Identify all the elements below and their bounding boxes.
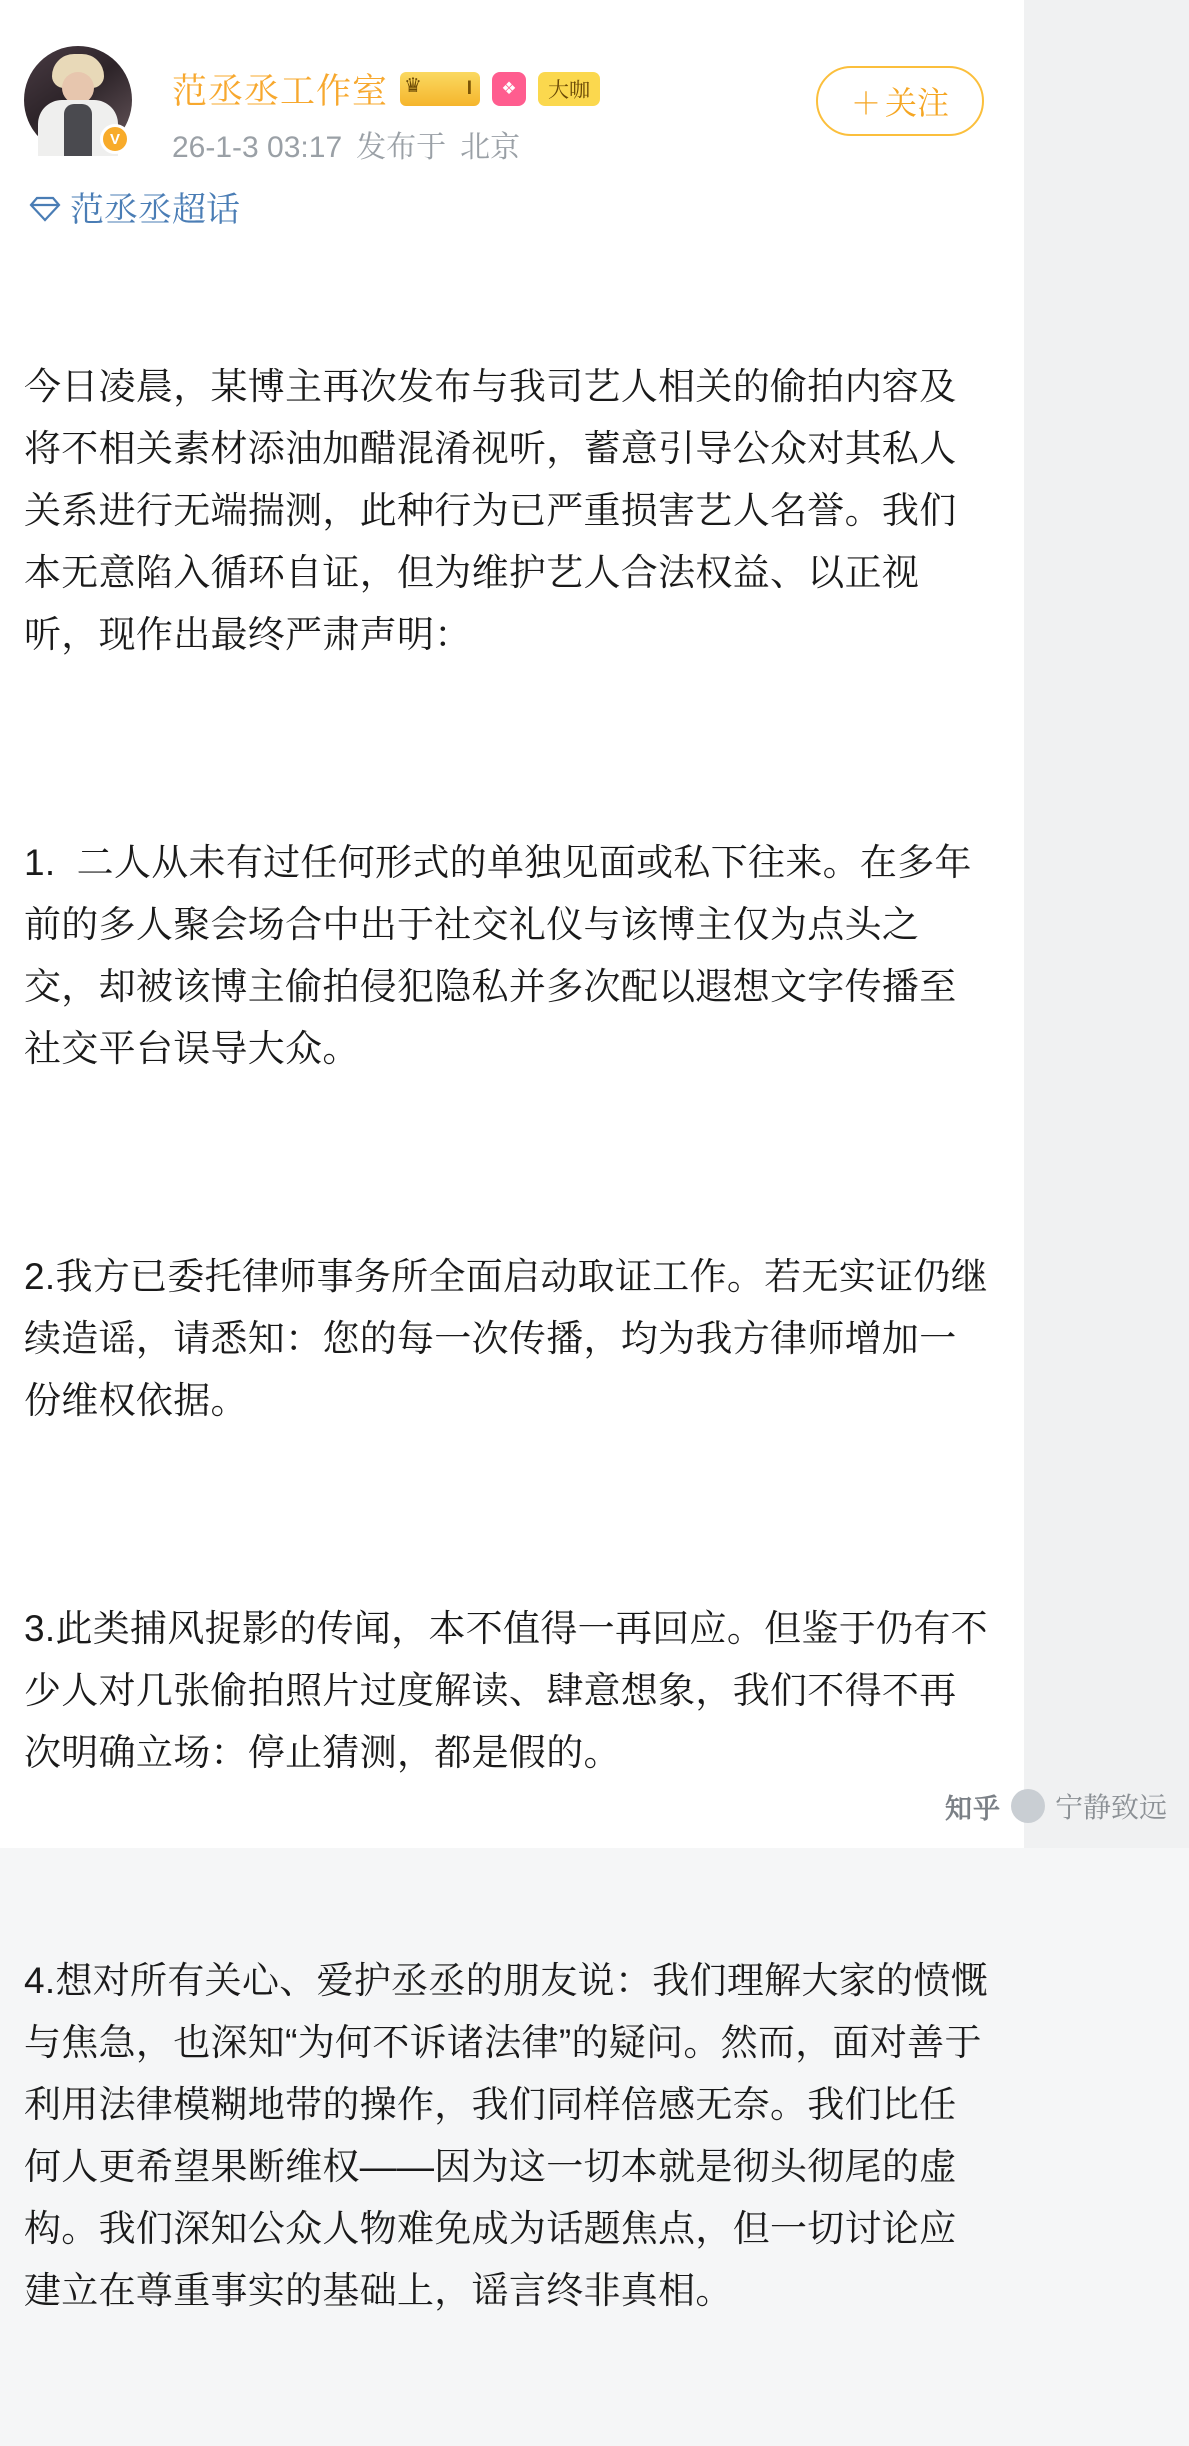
weibo-pink-icon[interactable]: ❖ <box>492 72 526 106</box>
post-paragraph: 今日凌晨，某博主再次发布与我司艺人相关的偷拍内容及将不相关素材添油加醋混淆视听，蓄意引导公众对其私人关系进行无端揣测，此种行为已严重损害艺人名誉。我们本无意陷入循环自证，但为维护艺人合法权益、以正视听，现作出最终严肃声明： <box>24 366 957 655</box>
post-timestamp: 26-1-3 03:17 <box>172 131 343 164</box>
watermark-user-label: 宁静致远 <box>1054 1792 1167 1823</box>
supertopic-label: 范丞丞超话 <box>70 191 240 229</box>
follow-button[interactable] <box>816 66 984 136</box>
watermark-site-label: 知乎 <box>944 1793 1001 1824</box>
crown-icon: ♛ <box>404 75 422 97</box>
supertopic-diamond-icon <box>28 193 62 221</box>
avatar[interactable] <box>24 46 132 154</box>
post-paragraph: 3.此类捕风捉影的传闻，本不值得一再回应。但鉴于仍有不少人对几张偷拍照片过度解读、肆意想象，我们不得不再次明确立场：停止猜测，都是假的。 <box>24 1608 988 1773</box>
page-gutter <box>1024 0 1189 1848</box>
post-header <box>0 22 1024 164</box>
watermark-avatar-icon <box>1011 1789 1045 1823</box>
follow-button-label: 关注 <box>884 85 949 121</box>
post-location: 北京 <box>460 131 521 164</box>
avatar-inner-shirt <box>64 104 92 156</box>
post-text <box>24 232 992 2446</box>
crown-level-label: I <box>466 78 473 99</box>
post-paragraph: 1. 二人从未有过任何形式的单独见面或私下往来。在多年前的多人聚会场合中出于社交礼仪与该博主仅为点头之交，却被该博主偷拍侵犯隐私并多次配以遐想文字传播至社交平台误导大众。 <box>24 842 972 1069</box>
watermark <box>945 1786 1167 1826</box>
post-source-prefix: 发布于 <box>356 131 447 164</box>
vip-pill-badge[interactable]: 大咖 <box>538 72 600 106</box>
verified-badge-icon: V <box>100 124 130 154</box>
plus-icon: ＋ <box>850 88 881 121</box>
crown-level-badge[interactable] <box>400 72 480 106</box>
author-name-row <box>172 64 600 114</box>
post-paragraph: 4.想对所有关心、爱护丞丞的朋友说：我们理解大家的愤慨与焦急，也深知“为何不诉诸法律”的疑问。然而，面对善于利用法律模糊地带的操作，我们同样倍感无奈。我们比任何人更希望果断维权——因为这一切本就是彻头彻尾的虚构。我们深知公众人物难免成为话题焦点，但一切讨论应建立在尊重事实的基础上，谣言终非真相。 <box>24 1960 988 2311</box>
author-nickname[interactable]: 范丞丞工作室 <box>172 72 389 111</box>
post-paragraph: 2.我方已委托律师事务所全面启动取证工作。若无实证仍继续造谣，请悉知：您的每一次传播，均为我方律师增加一份维权依据。 <box>24 1256 988 1421</box>
post-meta <box>172 122 520 166</box>
supertopic-link[interactable] <box>28 182 240 231</box>
